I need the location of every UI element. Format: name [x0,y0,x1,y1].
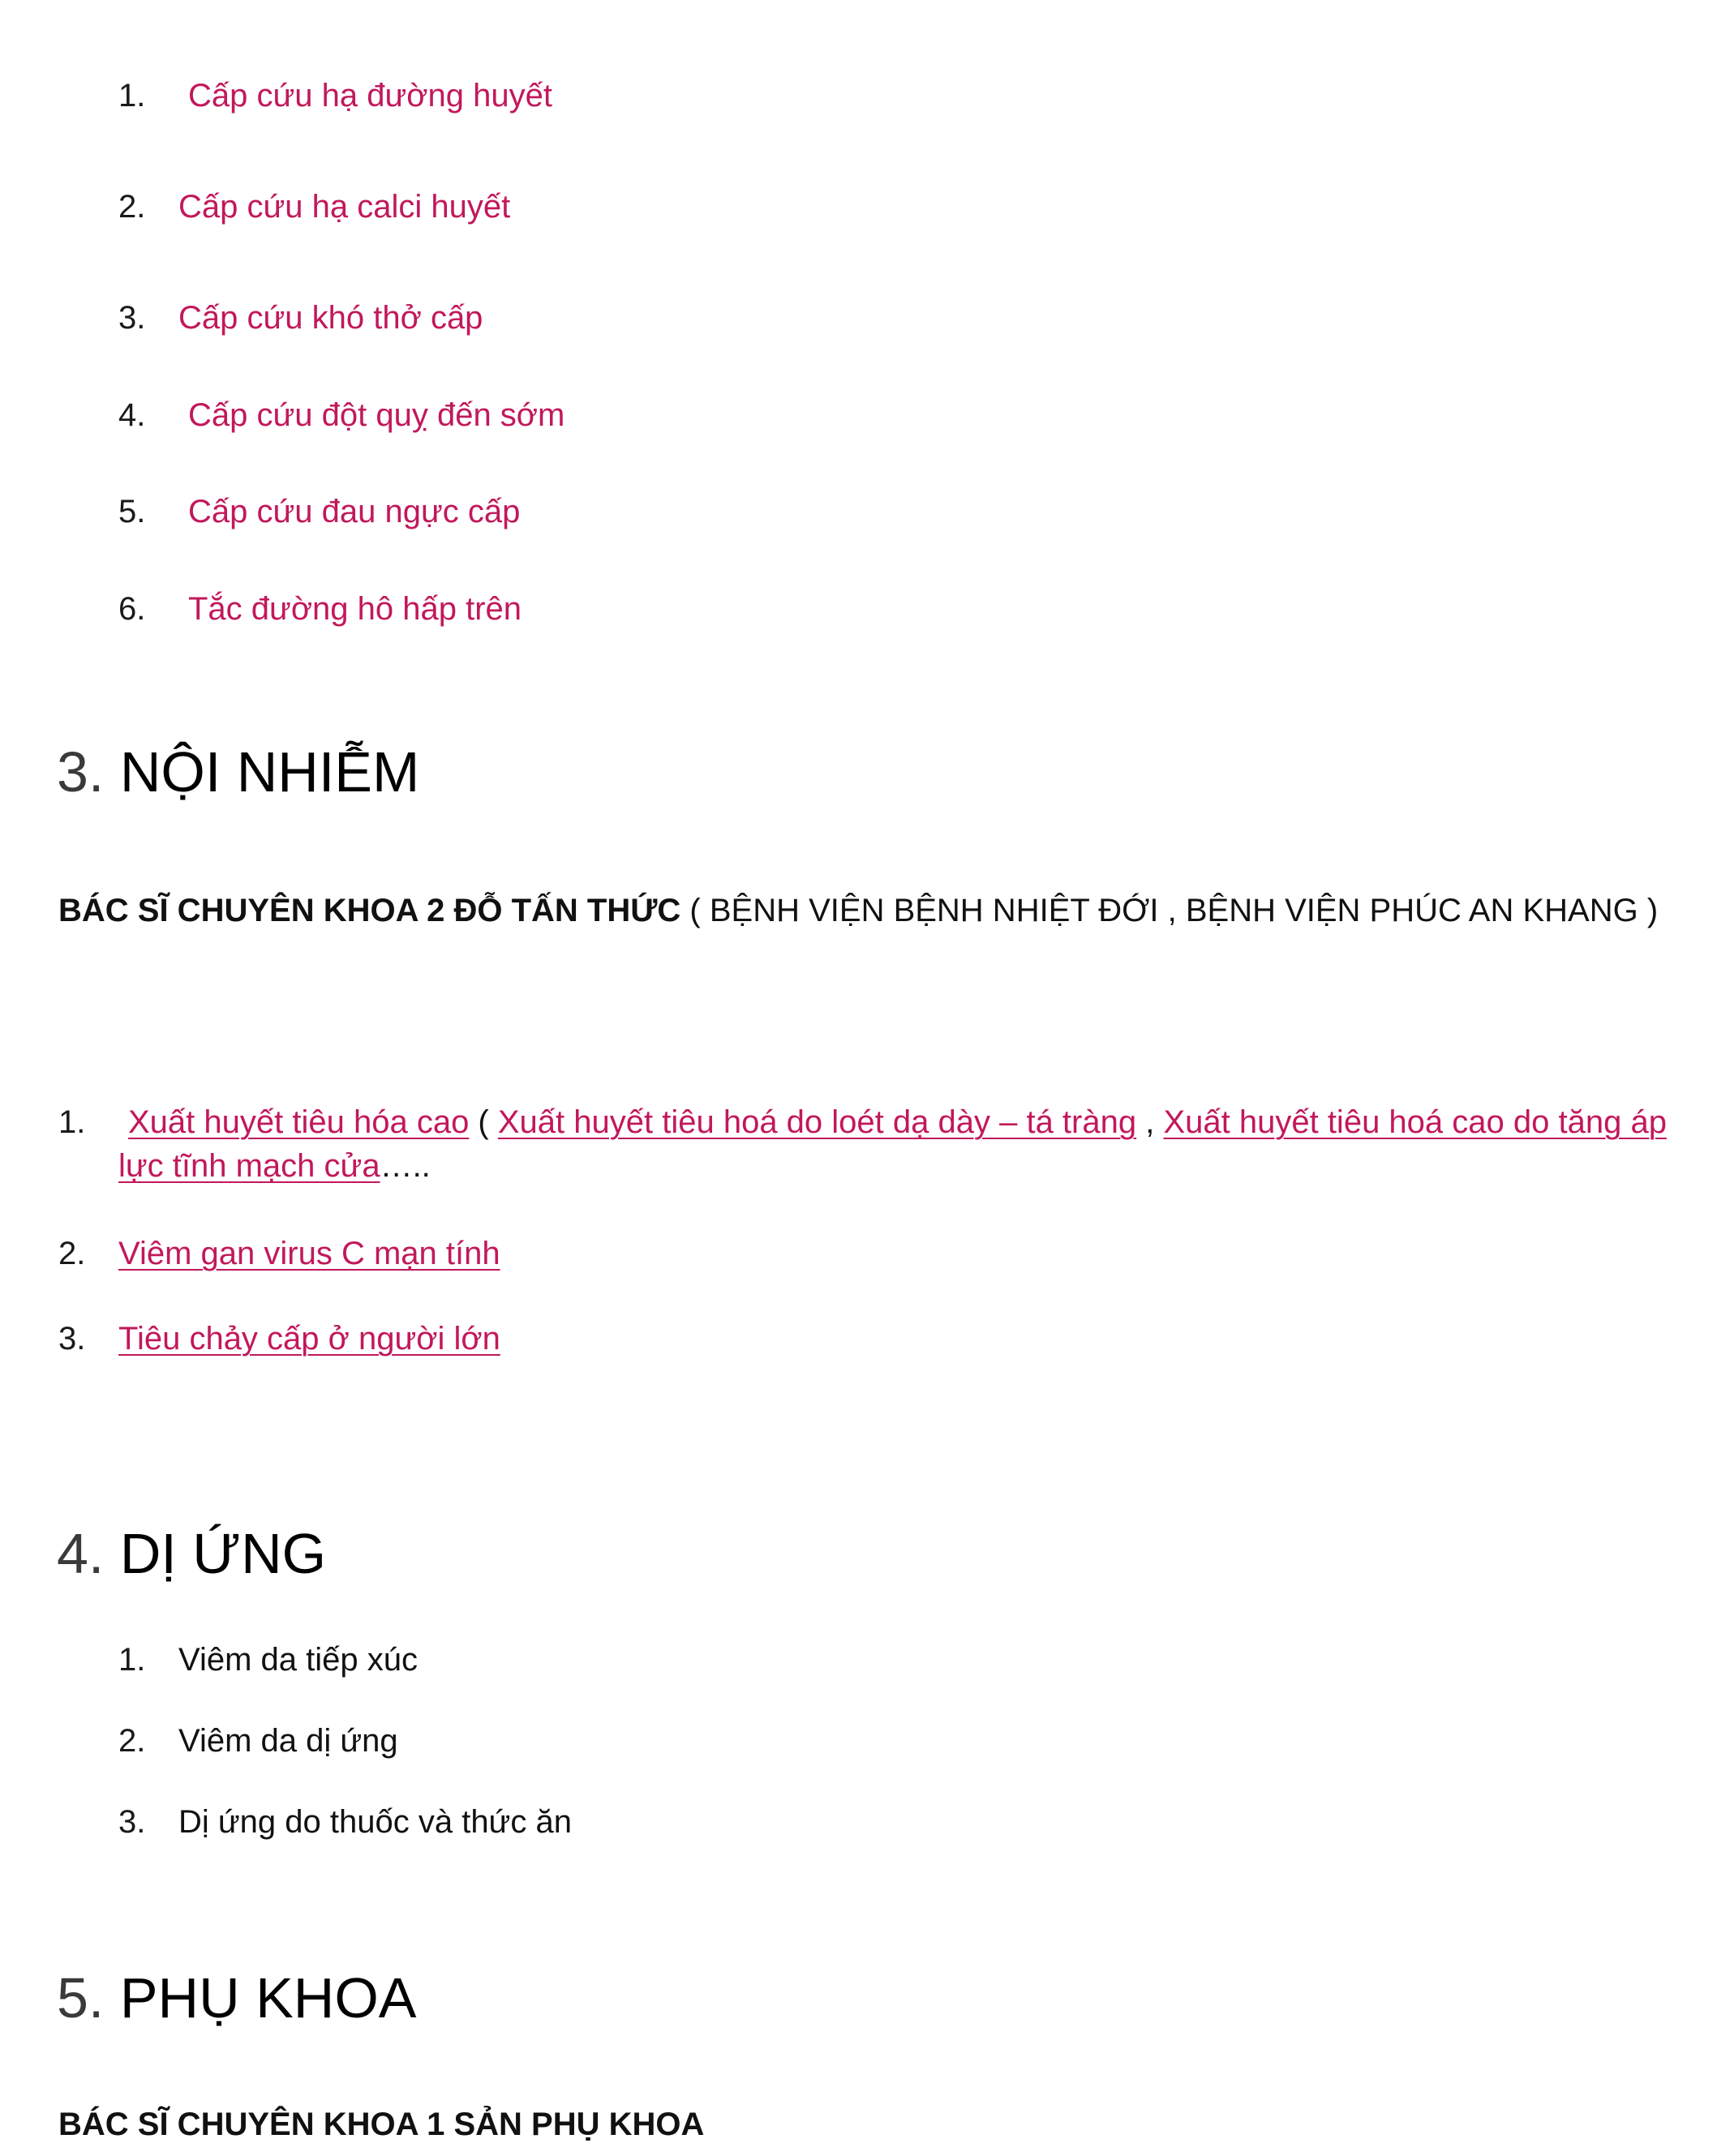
list-number: 5. [118,494,146,529]
link-upper-gi-bleeding[interactable]: Xuất huyết tiêu hóa cao [128,1104,470,1140]
section-number: 5. [57,1966,105,2030]
doctor-name: BÁC SĨ CHUYÊN KHOA 2 ĐỖ TẤN THỨC [58,893,681,928]
doctor-hospitals: ( BỆNH VIỆN BỆNH NHIỆT ĐỚI , BỆNH VIỆN PHÚC AN KHANG ) [680,893,1659,928]
section-title: NỘI NHIỄM [119,740,420,804]
doctor-name: BÁC SĨ CHUYÊN KHOA 1 SẢN PHỤ KHOA [58,2107,705,2142]
separator: , [1136,1104,1164,1140]
section-title: PHỤ KHOA [119,1966,417,2030]
list-item-hypoglycemia[interactable]: Cấp cứu hạ đường huyết [188,78,552,114]
list-number: 1. [58,1104,86,1140]
section-heading-noi-nhiem [57,739,419,804]
list-item-dyspnea[interactable]: Cấp cứu khó thở cấp [178,300,483,336]
list-number: 2. [118,189,146,225]
list-item-contact-dermatitis: Viêm da tiếp xúc [178,1642,418,1678]
list-number: 3. [58,1321,86,1357]
list-number: 1. [118,1642,146,1678]
doctor-line [58,2101,1672,2148]
section-heading-di-ung [57,1521,326,1586]
list-number: 6. [118,591,146,627]
link-portal-hypertension-bleeding[interactable]: Xuất huyết tiêu hoá cao do tăng áp lực tĩnh mạch cửa [118,1104,1667,1184]
list-item-gi-bleeding [118,1100,1672,1188]
link-ulcer-bleeding[interactable]: Xuất huyết tiêu hoá do loét dạ dày – tá tràng [497,1104,1137,1140]
section-heading-phu-khoa [57,1965,416,2030]
list-number: 2. [58,1236,86,1271]
list-number: 2. [118,1723,146,1759]
ellipsis: ….. [380,1148,431,1184]
section-number: 4. [57,1522,105,1585]
list-item-stroke[interactable]: Cấp cứu đột quỵ đến sớm [188,397,565,433]
list-item-drug-food-allergy: Dị ứng do thuốc và thức ăn [178,1804,572,1840]
list-item-atopic-dermatitis: Viêm da dị ứng [178,1723,398,1759]
doctor-line [58,887,1672,934]
list-item-airway-obstruction[interactable]: Tắc đường hô hấp trên [188,591,522,627]
separator: ( [469,1104,498,1140]
list-number: 4. [118,397,146,433]
section-number: 3. [57,740,105,804]
list-number: 3. [118,1804,146,1840]
link-acute-diarrhea[interactable]: Tiêu chảy cấp ở người lớn [118,1321,500,1357]
list-number: 1. [118,78,146,114]
list-number: 3. [118,300,146,336]
link-hepatitis-c[interactable]: Viêm gan virus C mạn tính [118,1236,500,1271]
list-item-hypocalcemia[interactable]: Cấp cứu hạ calci huyết [178,189,511,225]
section-title: DỊ ỨNG [119,1522,327,1585]
list-item-chest-pain[interactable]: Cấp cứu đau ngực cấp [188,494,521,529]
